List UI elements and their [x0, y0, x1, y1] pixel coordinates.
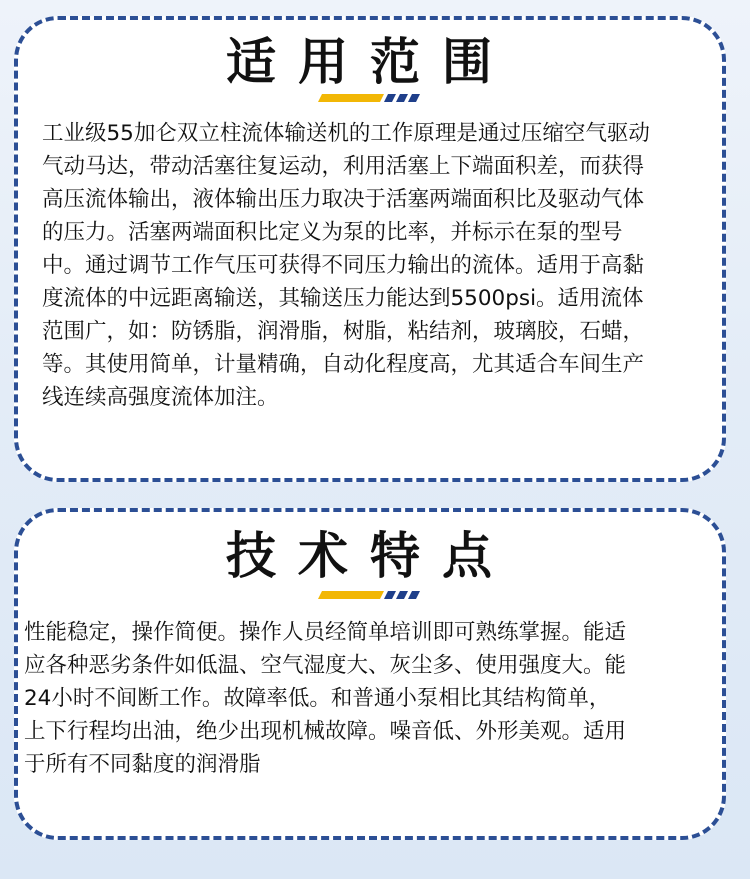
features-description: 性能稳定，操作简便。操作人员经简单培训即可熟练掌握。能适 应各种恶劣条件如低温、空气湿度大、灰尘多、使用强度大。能 24小时不间断工作。故障率低。和普通小泵相比其结构简单， 上下行程均出油，绝少出现机械故障。噪音低、外形美观。适用 于所有不同黏度的润滑脂: [24, 620, 627, 777]
title-underline-decoration: [318, 591, 422, 599]
scope-card: [14, 16, 726, 482]
title-underline-decoration: [318, 94, 422, 102]
features-card: [14, 508, 726, 840]
scope-description: 工业级55加仑双立柱流体输送机的工作原理是通过压缩空气驱动 气动马达，带动活塞往复运动，利用活塞上下端面积差，而获得 高压流体输出，液体输出压力取决于活塞两端面积比及驱动气体 的压力。活塞两端面积比定义为泵的比率，并标示在泵的型号 中。通过调节工作气压可获得不同压力输出的流体。适用于高黏 度流体的中远距离输送，其输送压力能达到5500psi。适用流体 范围广，如：防锈脂，润滑脂，树脂，粘结剂，玻璃胶，石蜡， 等。其使用简单，计量精确，自动化程度高，尤其适合车间生产 线连续高强度流体加注。: [42, 121, 650, 410]
scope-title: 适用范围: [226, 33, 514, 91]
features-title: 技术特点: [226, 527, 514, 585]
